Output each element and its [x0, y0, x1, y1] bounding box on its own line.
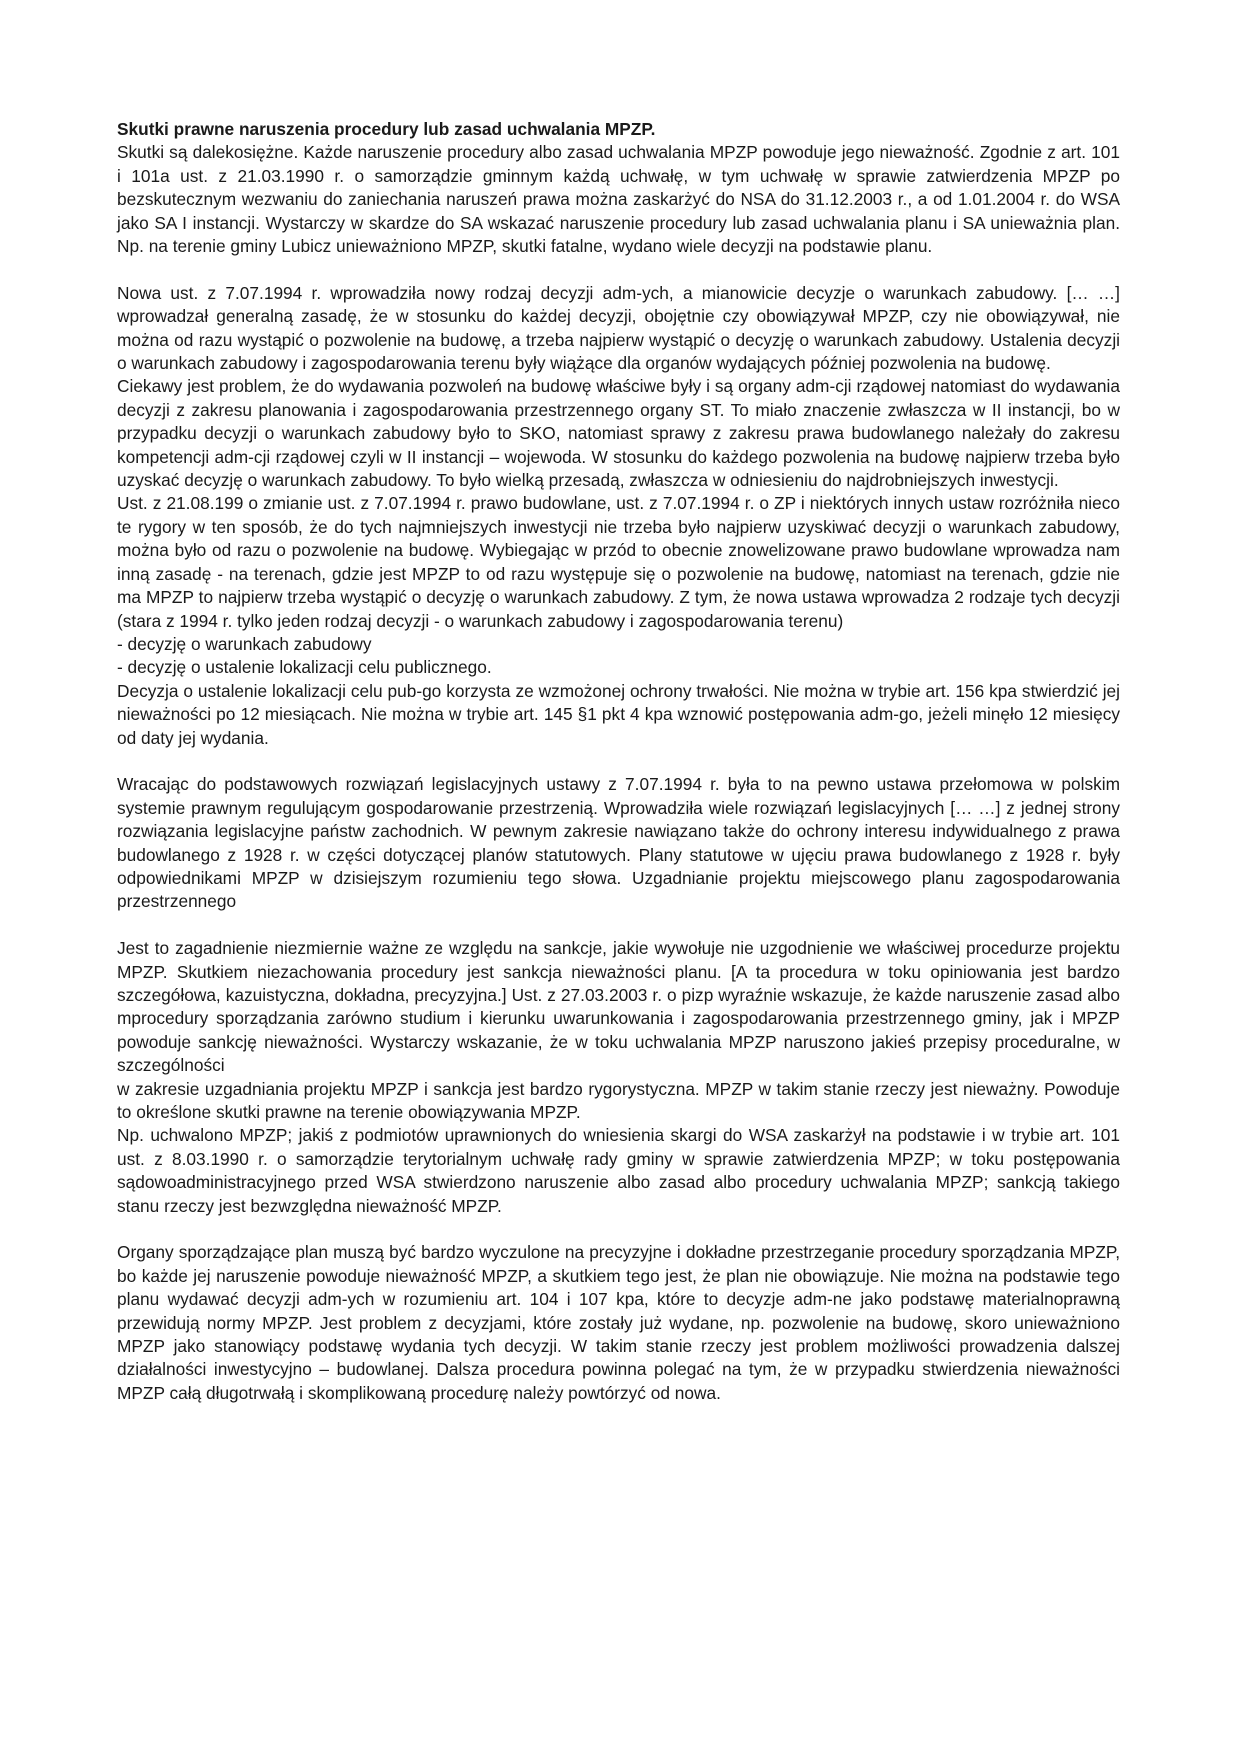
paragraph: Np. uchwalono MPZP; jakiś z podmiotów uprawnionych do wniesienia skargi do WSA zaskarżył na podstawie i w trybie art. 101 ust. z 8.03.1990 r. o samorządzie terytorialnym uchwałę rady gminy w sprawie zatwierdzenia MPZP; w toku postępowania sądowoadministracyjnego przed WSA stwierdzono naruszenie albo zasad albo procedury uchwalania MPZP; sankcją takiego stanu rzeczy jest bezwzględna nieważność MPZP. [117, 1125, 1120, 1216]
paragraph: Ciekawy jest problem, że do wydawania pozwoleń na budowę właściwe były i są organy adm-cji rządowej natomiast do wydawania decyzji z zakresu planowania i zagospodarowania przestrzennego organy ST. To miało znaczenie zwłaszcza w II instancji, bo w przypadku decyzji o warunkach zabudowy było to SKO, natomiast sprawy z zakresu prawa budowlanego należały do zakresu kompetencji adm-cji rządowej czyli w II instancji – wojewoda. W stosunku do każdego pozwolenia na budowę najpierw trzeba było uzyskać decyzję o warunkach zabudowy. To było wielką przesadą, zwłaszcza w odniesieniu do najdrobniejszych inwestycji. [117, 376, 1120, 491]
document-page [117, 118, 1120, 1405]
paragraph: Ust. z 21.08.199 o zmianie ust. z 7.07.1994 r. prawo budowlane, ust. z 7.07.1994 r. o ZP i niektórych innych ustaw rozróżniła nieco te rygory w ten sposób, że do tych najmniejszych inwestycji nie trzeba było najpierw uzyskiwać decyzji o warunkach zabudowy, można było od razu o pozwolenie na budowę. Wybiegając w przód to obecnie znowelizowane prawo budowlane wprowadza nam inną zasadę - na terenach, gdzie jest MPZP to od razu występuje się o pozwolenie na budowę, natomiast na terenach, gdzie nie ma MPZP to najpierw trzeba wystąpić o decyzję o warunkach zabudowy. Z tym, że nowa ustawa wprowadza 2 rodzaje tych decyzji (stara z 1994 r. tylko jeden rodzaj decyzji - o warunkach zabudowy i zagospodarowania terenu) [117, 493, 1120, 631]
paragraph: Nowa ust. z 7.07.1994 r. wprowadziła nowy rodzaj decyzji adm-ych, a mianowicie decyzje o warunkach zabudowy. [… …] wprowadzał generalną zasadę, że w stosunku do każdej decyzji, obojętnie czy obowiązywał MPZP, czy nie obowiązywał, nie można od razu wystąpić o pozwolenie na budowę, a trzeba najpierw wystąpić o decyzję o warunkach zabudowy. Ustalenia decyzji o warunkach zabudowy i zagospodarowania terenu były wiążące dla organów wydających później pozwolenia na budowę. [117, 282, 1120, 374]
paragraph: Jest to zagadnienie niezmiernie ważne ze względu na sankcje, jakie wywołuje nie uzgodnienie we właściwej procedurze projektu MPZP. Skutkiem niezachowania procedury jest sankcja nieważności planu. [A ta procedura w toku opiniowania jest bardzo szczegółowa, kazuistyczna, dokładna, precyzyjna.] Ust. z 27.03.2003 r. o pizp wyraźnie wskazuje, że każde naruszenie zasad albo mprocedury sporządzania zarówno studium i kierunku uwarunkowania i zagospodarowania przestrzennego gminy, jak i MPZP powoduje sankcję nieważności. Wystarczy wskazanie, że w toku uchwalania MPZP naruszono jakieś przepisy proceduralne, w szczególności [117, 938, 1120, 1076]
paragraph: Skutki są dalekosiężne. Każde naruszenie procedury albo zasad uchwalania MPZP powoduje jego nieważność. Zgodnie z art. 101 i 101a ust. z 21.03.1990 r. o samorządzie gminnym każdą uchwałę, w tym uchwałę w sprawie zatwierdzenia MPZP po bezskutecznym wezwaniu do zaniechania naruszeń prawa można zaskarżyć do NSA do 31.12.2003 r., a od 1.01.2004 r. do WSA jako SA I instancji. Wystarczy w skardze do SA wskazać naruszenie procedury lub zasad uchwalania planu i SA unieważnia plan. Np. na terenie gminy Lubicz unieważniono MPZP, skutki fatalne, wydano wiele decyzji na podstawie planu. [117, 142, 1120, 257]
list-item: - decyzję o ustalenie lokalizacji celu publicznego. [117, 657, 492, 678]
document-title: Skutki prawne naruszenia procedury lub zasad uchwalania MPZP. [117, 119, 656, 139]
paragraph: Decyzja o ustalenie lokalizacji celu pub-go korzysta ze wzmożonej ochrony trwałości. Nie można w trybie art. 156 kpa stwierdzić jej nieważności po 12 miesiącach. Nie można w trybie art. 145 §1 pkt 4 kpa wznowić postępowania adm-go, jeżeli minęło 12 miesięcy od daty jej wydania. [117, 680, 1120, 748]
blank-line [117, 914, 1120, 937]
paragraph: Wracając do podstawowych rozwiązań legislacyjnych ustawy z 7.07.1994 r. była to na pewno ustawa przełomowa w polskim systemie prawnym regulującym gospodarowanie przestrzenią. Wprowadziła wiele rozwiązań legislacyjnych [… …] z jednej strony rozwiązania legislacyjne państw zachodnich. W pewnym zakresie nawiązano także do ochrony interesu indywidualnego z prawa budowlanego z 1928 r. w części dotyczącej planów statutowych. Plany statutowe w ujęciu prawa budowlanego z 1928 r. były odpowiednikami MPZP w dzisiejszym rozumieniu tego słowa. Uzgadnianie projektu miejscowego planu zagospodarowania przestrzennego [117, 774, 1120, 912]
blank-line [117, 750, 1120, 773]
blank-line [117, 258, 1120, 281]
blank-line [117, 1218, 1120, 1241]
paragraph: Organy sporządzające plan muszą być bardzo wyczulone na precyzyjne i dokładne przestrzeganie procedury sporządzania MPZP, bo każde jej naruszenie powoduje nieważność MPZP, a skutkiem tego jest, że plan nie obowiązuje. Nie można na podstawie tego planu wydawać decyzji adm-ych w rozumieniu art. 104 i 107 kpa, które to decyzje adm-ne jako podstawę materialnoprawną przewidują normy MPZP. Jest problem z decyzjami, które zostały już wydane, np. pozwolenie na budowę, skoro unieważniono MPZP jako stanowiący podstawę wydania tych decyzji. W takim stanie rzeczy jest problem możliwości prowadzenia dalszej działalności inwestycyjno – budowlanej. Dalsza procedura powinna polegać na tym, że w przypadku stwierdzenia nieważności MPZP całą długotrwałą i skomplikowaną procedurę należy powtórzyć od nowa. [117, 1242, 1120, 1403]
list-item: - decyzję o warunkach zabudowy [117, 633, 372, 654]
paragraph: w zakresie uzgadniania projektu MPZP i sankcja jest bardzo rygorystyczna. MPZP w takim stanie rzeczy jest nieważny. Powoduje to określone skutki prawne na terenie obowiązywania MPZP. [117, 1078, 1120, 1123]
